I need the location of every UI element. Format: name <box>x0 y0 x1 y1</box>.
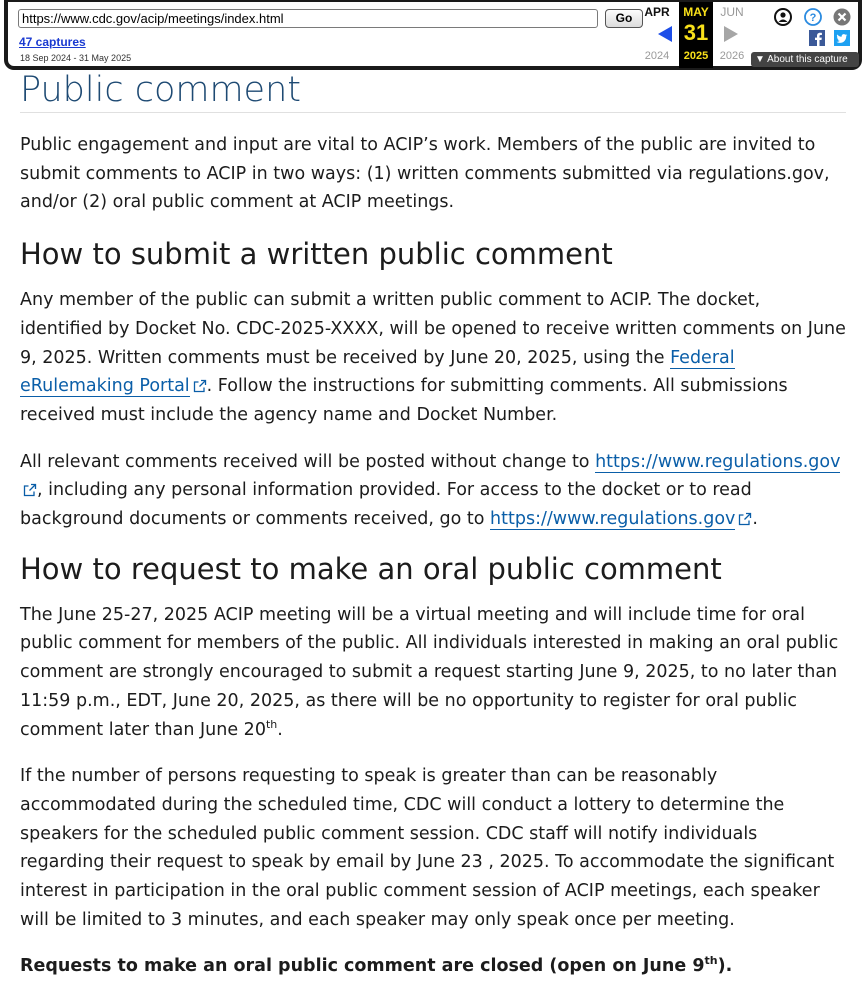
about-capture-button[interactable] <box>751 52 859 67</box>
go-button[interactable]: Go <box>605 9 643 28</box>
page-title: Public comment <box>20 70 846 113</box>
url-input[interactable]: https://www.cdc.gov/acip/meetings/index.html <box>18 9 598 28</box>
oral-comment-heading: How to request to make an oral public comment <box>20 551 722 586</box>
oral-paragraph-2: If the number of persons requesting to speak is greater than can be reasonably accommodated during the scheduled time, CDC will conduct a lottery to determine the speakers for the scheduled public comment session. CDC staff will notify individuals regarding their request to speak by email by June 23 , 2025. To accommodate the significant interest in participation in the oral public comment session of ACIP meetings, each speaker will be limited to 3 minutes, and each speaker may only speak once per meeting. <box>20 766 835 930</box>
regulations-link-2[interactable]: https://www.regulations.gov <box>490 509 736 530</box>
twitter-icon[interactable] <box>834 30 850 46</box>
svg-text:?: ? <box>809 12 817 24</box>
oral-paragraph-1: The June 25-27, 2025 ACIP meeting will be a virtual meeting and will include time for oral public comment for members of the public. All individuals interested in making an oral public comment are strongly encouraged to submit a request starting June 9, 2025, to no later than 11:59 p.m., EDT, June 20, 2025, as there will be no opportunity to register for oral public comment later than June 20th. <box>20 604 839 740</box>
captures-link[interactable]: 47 captures <box>19 35 86 49</box>
main-content <box>20 70 846 981</box>
external-link-icon <box>738 512 752 526</box>
erulemaking-portal-link[interactable]: Federal eRulemaking Portal <box>20 347 735 397</box>
prev-year-link[interactable]: 2024 <box>644 50 670 62</box>
next-year-link[interactable]: 2026 <box>719 50 745 62</box>
user-icon[interactable] <box>774 8 792 26</box>
external-link-icon <box>23 483 37 497</box>
written-comment-heading: How to submit a written public comment <box>20 237 613 272</box>
facebook-icon[interactable] <box>809 30 825 46</box>
next-month-link[interactable]: JUN <box>720 5 744 19</box>
superscript-th: th <box>704 954 718 968</box>
regulations-link-1[interactable]: https://www.regulations.gov <box>595 451 841 472</box>
intro-paragraph: Public engagement and input are vital to ACIP’s work. Members of the public are invited to submit comments to ACIP in two ways: (1) written comments submitted via regulations.gov, and/or (2) oral public comment at ACIP meetings. <box>20 135 830 213</box>
current-day: 31 <box>683 20 709 45</box>
current-month: MAY <box>683 5 709 19</box>
current-capture-column <box>679 2 713 68</box>
requests-closed-notice: Requests to make an oral public comment are closed (open on June 9th). <box>20 954 733 977</box>
next-capture-arrow-icon[interactable] <box>724 26 738 42</box>
written-paragraph-2: All relevant comments received will be posted without change to https://www.regulations.gov, including any personal information provided. For access to the docket or to read background documents or comments received, go to https://www.regulations.gov . <box>20 451 841 530</box>
help-icon[interactable] <box>804 8 822 26</box>
current-year: 2025 <box>683 50 709 62</box>
capture-range: 18 Sep 2024 - 31 May 2025 <box>20 53 132 63</box>
superscript-th: th <box>265 717 278 731</box>
close-icon[interactable] <box>833 8 851 26</box>
caret-down-icon: ▼ <box>755 54 765 65</box>
external-link-icon <box>193 379 207 393</box>
prev-capture-arrow-icon[interactable] <box>658 26 672 42</box>
wayback-toolbar <box>4 0 862 70</box>
about-capture-label: About this capture <box>767 54 848 65</box>
written-paragraph-1: Any member of the public can submit a written public comment to ACIP. The docket, identified by Docket No. CDC-2025-XXXX, will be opened to receive written comments on June 9, 2025. Written comments must be received by June 20, 2025, using the Federal eRulemaking Portal . Follow the instructions for submitting comments. All submissions received must include the agency name and Docket Number. <box>20 290 846 425</box>
prev-month-link[interactable]: APR <box>644 5 670 19</box>
